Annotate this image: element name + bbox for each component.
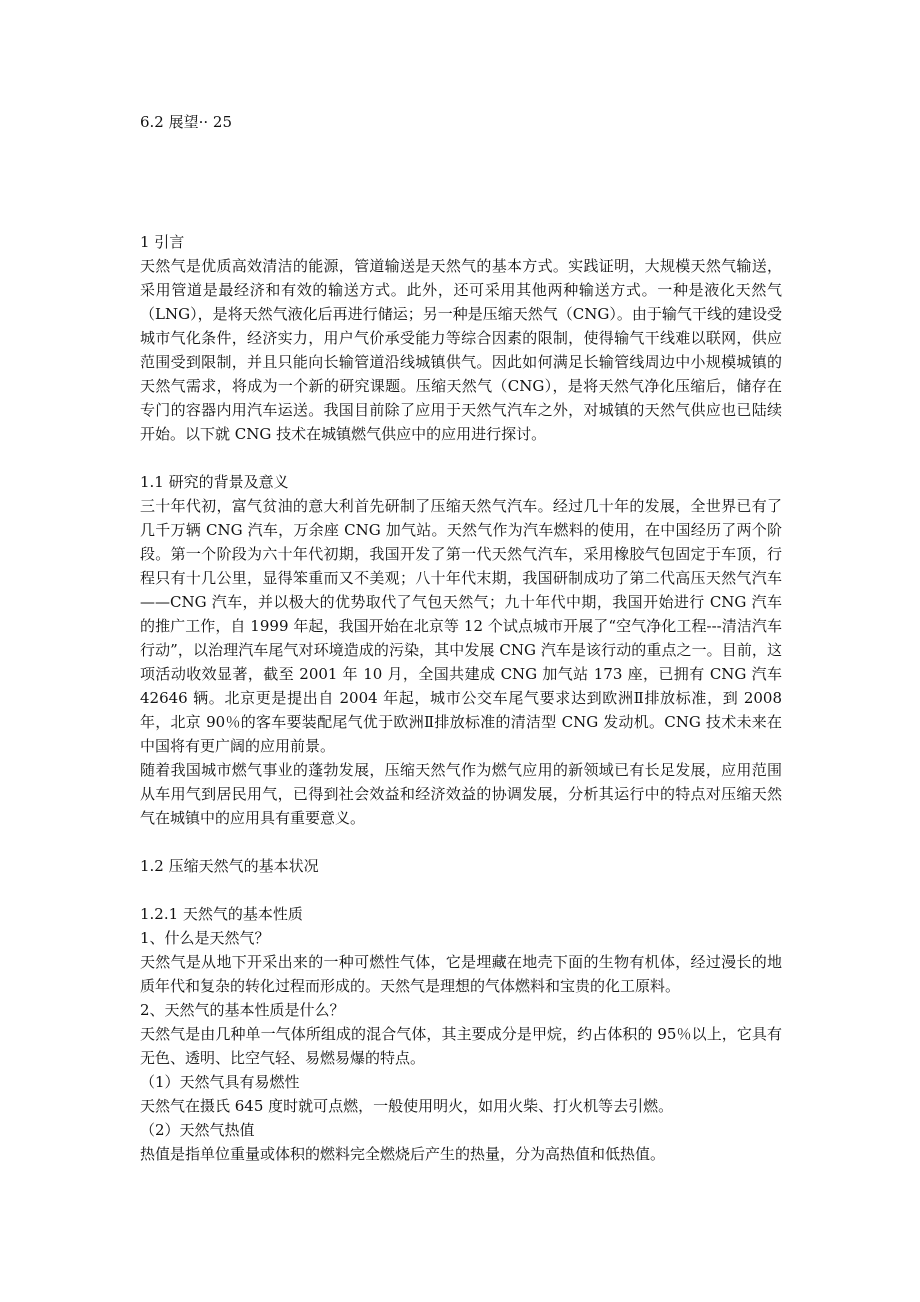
flammability-paragraph: 天然气在摄氏 645 度时就可点燃，一般使用明火，如用火柴、打火机等去引燃。 <box>140 1097 674 1115</box>
section-heading-status: 1.2 压缩天然气的基本状况 <box>140 857 319 875</box>
document-page <box>140 110 782 1166</box>
spacer <box>140 446 782 470</box>
spacer <box>140 134 782 230</box>
answer-1: 天然气是从地下开采出来的一种可燃性气体，它是埋藏在地壳下面的生物有机体，经过漫长的地质年代和复杂的转化过程而形成的。天然气是理想的气体燃料和宝贵的化工原料。 <box>140 953 782 995</box>
intro-paragraph: 天然气是优质高效清洁的能源，管道输送是天然气的基本方式。实践证明，大规模天然气输送，采用管道是最经济和有效的输送方式。此外，还可采用其他两种输送方式。一种是液化天然气（LNG），是将天然气液化后再进行储运；另一种是压缩天然气（CNG）。由于输气干线的建设受城市气化条件，经济实力，用户气价承受能力等综合因素的限制，使得输气干线难以联网，供应范围受到限制，并且只能向长输管道沿线城镇供气。因此如何满足长输管线周边中小规模城镇的天然气需求，将成为一个新的研究课题。压缩天然气（CNG），是将天然气净化压缩后，储存在专门的容器内用汽车运送。我国目前除了应用于天然气汽车之外，对城镇的天然气供应也已陆续开始。以下就 CNG 技术在城镇燃气供应中的应用进行探讨。 <box>140 257 782 443</box>
toc-entry: 6.2 展望·· 25 <box>140 113 233 131</box>
section-heading-background: 1.1 研究的背景及意义 <box>140 473 289 491</box>
subheading-flammability: （1）天然气具有易燃性 <box>140 1073 300 1091</box>
section-heading-intro: 1 引言 <box>140 233 185 251</box>
spacer <box>140 830 782 854</box>
heating-value-paragraph: 热值是指单位重量或体积的燃料完全燃烧后产生的热量，分为高热值和低热值。 <box>140 1145 666 1163</box>
subheading-heating-value: （2）天然气热值 <box>140 1121 255 1139</box>
spacer <box>140 878 782 902</box>
question-2: 2、天然气的基本性质是什么？ <box>140 1001 345 1019</box>
answer-2: 天然气是由几种单一气体所组成的混合气体，其主要成分是甲烷，约占体积的 95％以上，它具有无色、透明、比空气轻、易燃易爆的特点。 <box>140 1025 782 1067</box>
section-heading-properties: 1.2.1 天然气的基本性质 <box>140 905 303 923</box>
background-paragraph: 三十年代初，富气贫油的意大利首先研制了压缩天然气汽车。经过几十年的发展，全世界已有了几千万辆 CNG 汽车，万余座 CNG 加气站。天然气作为汽车燃料的使用，在中国经历了两个阶段。第一个阶段为六十年代初期，我国开发了第一代天然气汽车，采用橡胶气包固定于车顶，行程只有十几公里，显得笨重而又不美观；八十年代末期，我国研制成功了第二代高压天然气汽车——CNG 汽车，并以极大的优势取代了气包天然气；九十年代中期，我国开始进行 CNG 汽车的推广工作，自 1999 年起，我国开始在北京等 12 个试点城市开展了“空气净化工程---清洁汽车行动”，以治理汽车尾气对环境造成的污染，其中发展 CNG 汽车是该行动的重点之一。目前，这项活动收效显著，截至 2001 年 10 月，全国共建成 CNG 加气站 173 座，已拥有 CNG 汽车 42646 辆。北京更是提出自 2004 年起，城市公交车尾气要求达到欧洲Ⅱ排放标准，到 2008 年，北京 90％的客车要装配尾气优于欧洲Ⅱ排放标准的清洁型 CNG 发动机。CNG 技术未来在中国将有更广阔的应用前景。 <box>140 497 782 755</box>
background-paragraph-2: 随着我国城市燃气事业的蓬勃发展，压缩天然气作为燃气应用的新领域已有长足发展，应用范围从车用气到居民用气，已得到社会效益和经济效益的协调发展，分析其运行中的特点对压缩天然气在城镇中的应用具有重要意义。 <box>140 761 782 827</box>
question-1: 1、什么是天然气？ <box>140 929 270 947</box>
